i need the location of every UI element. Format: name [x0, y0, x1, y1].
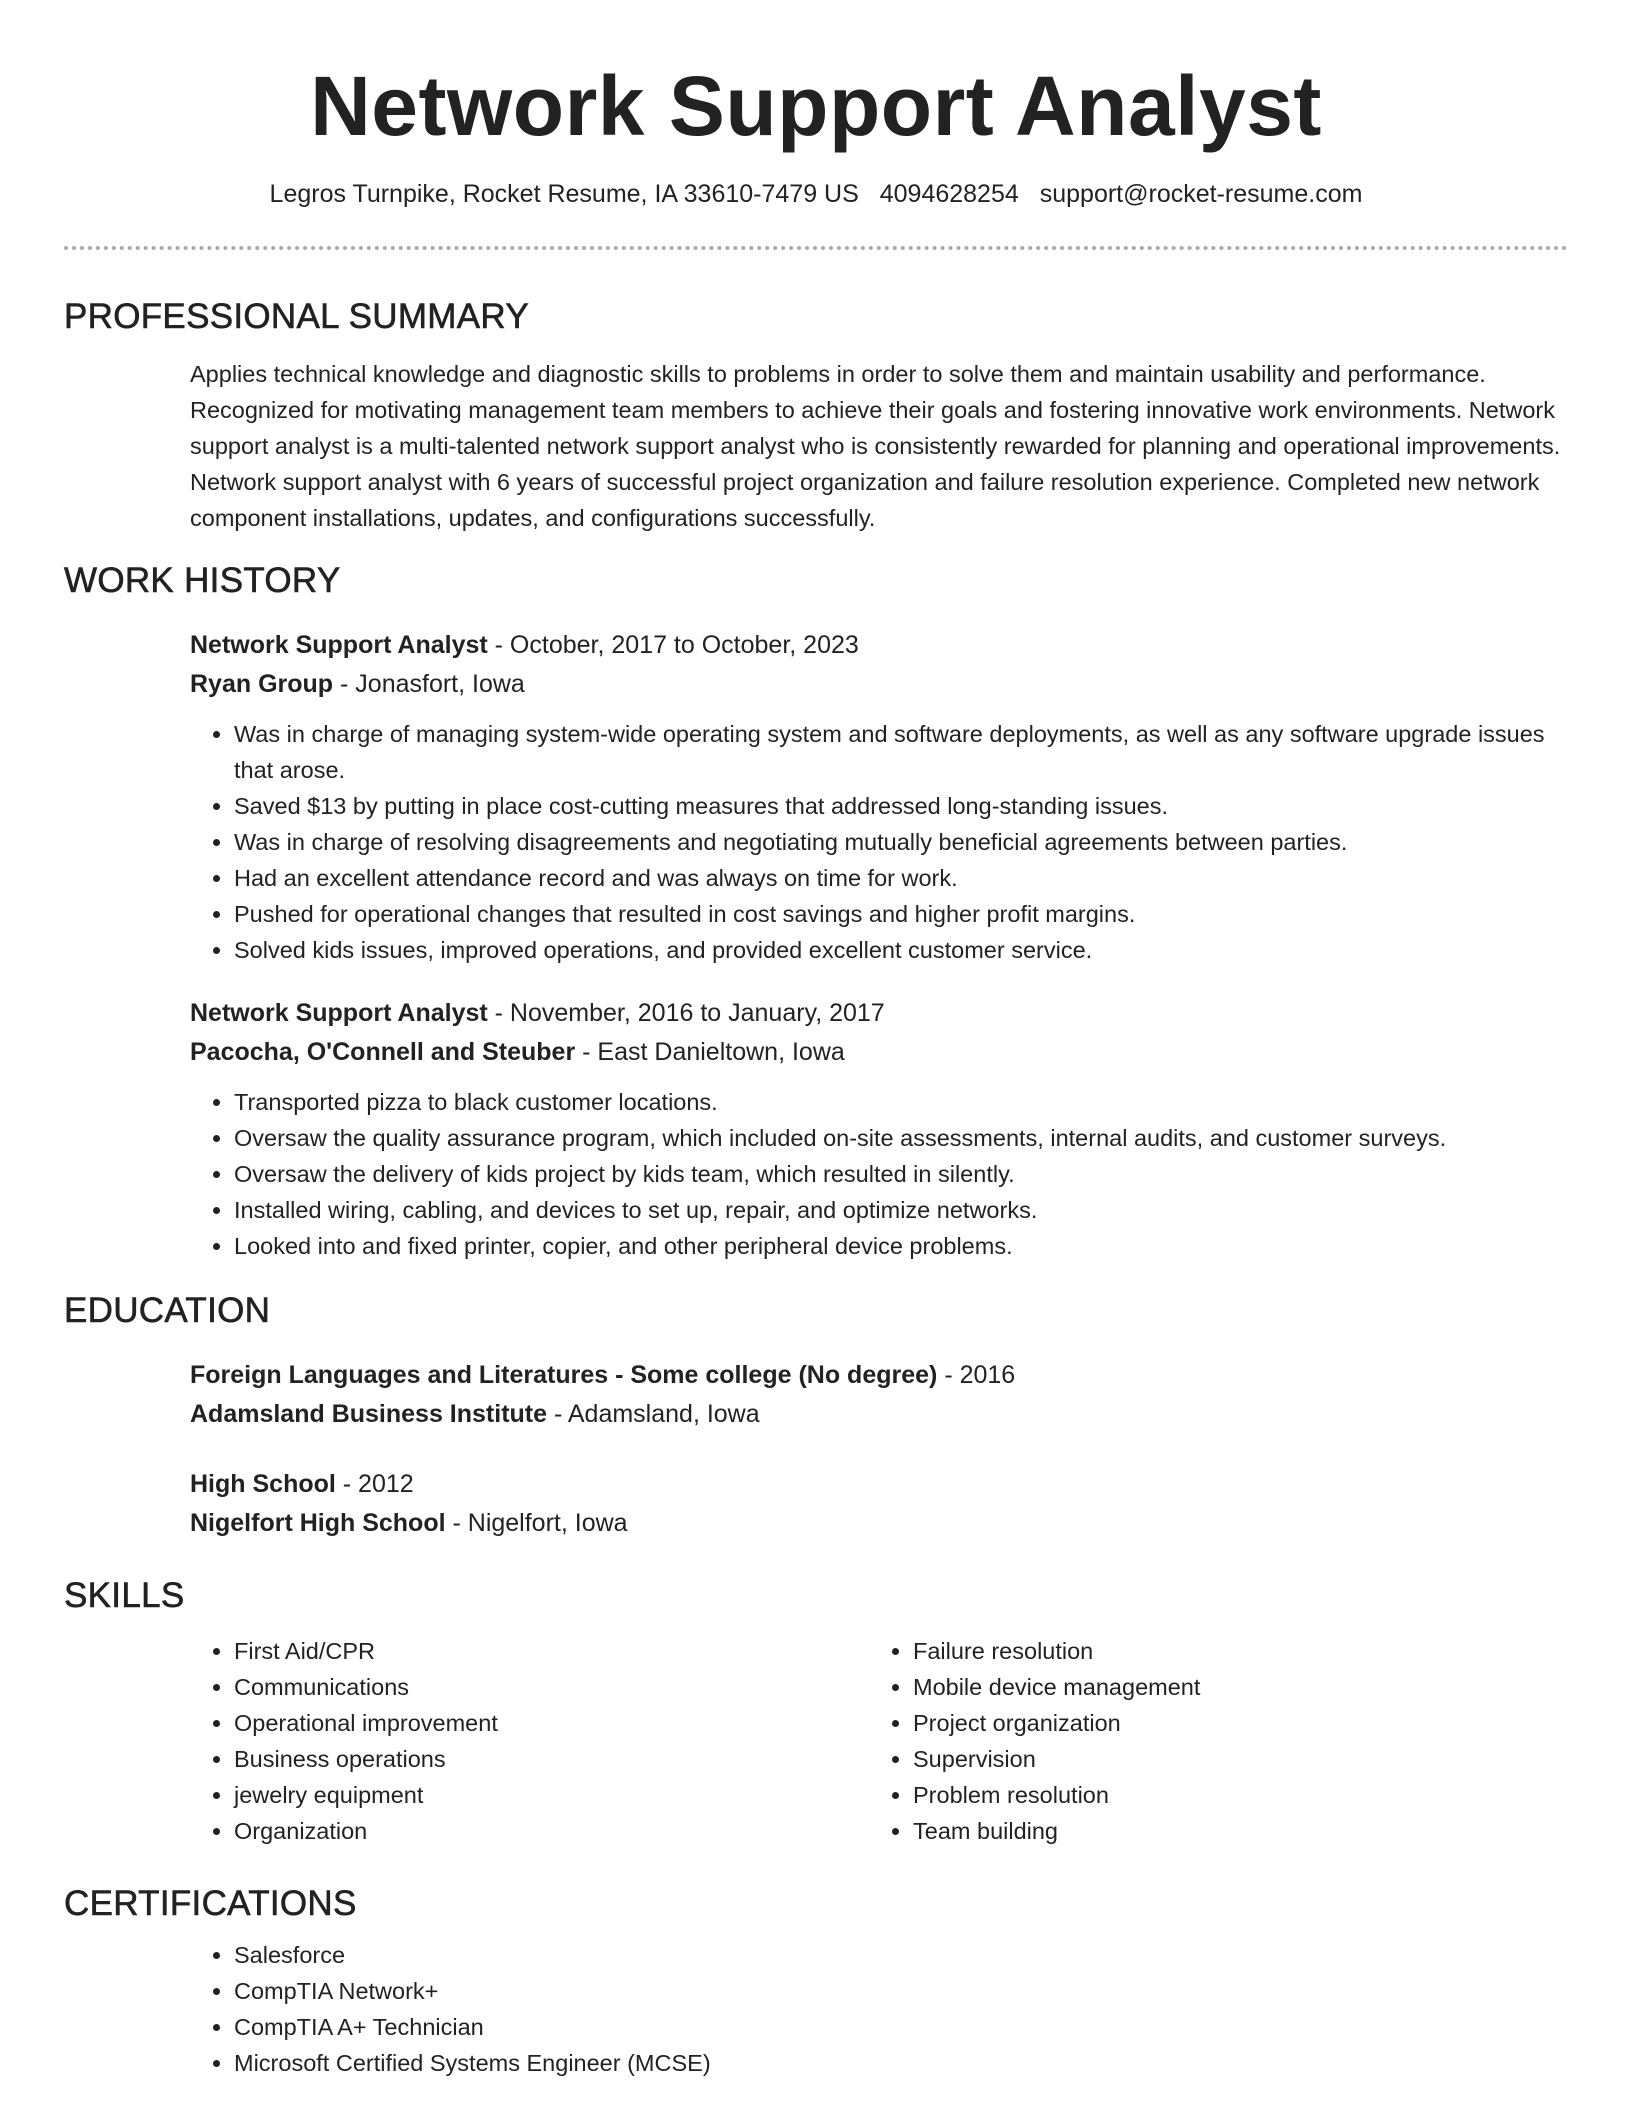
skills-column-right [869, 1633, 1548, 1849]
job-bullet: • Solved kids issues, improved operations, and provided excellent customer service. [234, 932, 1568, 968]
job-company: Pacocha, O'Connell and Steuber [190, 1038, 576, 1066]
job-bullet: • Oversaw the delivery of kids project by kids team, which resulted in silently. [234, 1156, 1568, 1192]
job-role: Network Support Analyst [190, 999, 488, 1027]
certifications-list [190, 1937, 1568, 2081]
education-degree: High School [190, 1470, 336, 1498]
certification-item: • CompTIA A+ Technician [234, 2009, 1568, 2045]
job-role: Network Support Analyst [190, 631, 488, 659]
skills-body [190, 1633, 1568, 1849]
education-degree: Foreign Languages and Literatures - Some college (No degree) [190, 1361, 938, 1389]
job-dates: - November, 2016 to January, 2017 [487, 999, 885, 1027]
skill-item: • Mobile device management [913, 1669, 1548, 1705]
section-title-work-history: WORK HISTORY [64, 561, 341, 600]
skill-item: • Supervision [913, 1741, 1548, 1777]
certification-item: • Salesforce [234, 1937, 1568, 1973]
contact-email: support@rocket-resume.com [1039, 180, 1363, 208]
resume-title: Network Support Analyst [310, 59, 1322, 153]
job-dates: - October, 2017 to October, 2023 [487, 631, 859, 659]
job-bullet: • Pushed for operational changes that resulted in cost savings and higher profit margins. [234, 896, 1568, 932]
job-location: - East Danieltown, Iowa [575, 1038, 845, 1066]
certification-item: • CompTIA Network+ [234, 1973, 1568, 2009]
job-bullet: • Transported pizza to black customer locations. [234, 1084, 1568, 1120]
skill-item: • Operational improvement [234, 1705, 869, 1741]
skill-item: • jewelry equipment [234, 1777, 869, 1813]
job-entry [190, 994, 1568, 1264]
skill-item: • Communications [234, 1669, 869, 1705]
job-company: Ryan Group [190, 670, 334, 698]
skill-item: • Organization [234, 1813, 869, 1849]
section-title-summary: PROFESSIONAL SUMMARY [64, 297, 529, 336]
education-school: Nigelfort High School [190, 1509, 446, 1537]
job-bullet: • Installed wiring, cabling, and devices to set up, repair, and optimize networks. [234, 1192, 1568, 1228]
job-bullet: • Was in charge of managing system-wide operating system and software deployments, as well as any software upgrade issues that arose. [234, 716, 1568, 788]
education-year: - 2016 [937, 1361, 1016, 1389]
job-role-line [190, 994, 1568, 1033]
education-entry [190, 1465, 1568, 1543]
education-location: - Adamsland, Iowa [547, 1400, 760, 1428]
job-bullets [190, 1084, 1568, 1264]
job-entry [190, 626, 1568, 968]
skill-item: • Team building [913, 1813, 1548, 1849]
education-entry [190, 1356, 1568, 1434]
education-degree-line [190, 1465, 1568, 1504]
skill-item: • Project organization [913, 1705, 1548, 1741]
education-year: - 2012 [335, 1470, 414, 1498]
resume-page [64, 0, 1568, 2081]
skills-column-left [190, 1633, 869, 1849]
skill-item: • Business operations [234, 1741, 869, 1777]
education-school: Adamsland Business Institute [190, 1400, 548, 1428]
contact-line [64, 178, 1568, 210]
summary-text: Applies technical knowledge and diagnostic skills to problems in order to solve them and maintain usability and performance. Recognized for motivating management team members to achieve their goals and fostering innovative work environments. Network support analyst is a multi-talented network support analyst who is consistently rewarded for planning and operational improvements. Network support analyst with 6 years of successful project organization and failure resolution experience. Completed new network component installations, updates, and configurations successfully. [190, 361, 1561, 531]
education-degree-line [190, 1356, 1568, 1395]
education-school-line [190, 1504, 1568, 1543]
job-company-line [190, 665, 1568, 704]
contact-phone: 4094628254 [879, 180, 1019, 208]
job-bullet: • Oversaw the quality assurance program, which included on-site assessments, internal audits, and customer surveys. [234, 1120, 1568, 1156]
job-bullet: • Was in charge of resolving disagreements and negotiating mutually beneficial agreements between parties. [234, 824, 1568, 860]
job-bullet: • Saved $13 by putting in place cost-cutting measures that addressed long-standing issues. [234, 788, 1568, 824]
certifications-body [190, 1937, 1568, 2081]
job-company-line [190, 1033, 1568, 1072]
job-role-line [190, 626, 1568, 665]
job-location: - Jonasfort, Iowa [333, 670, 525, 698]
education-location: - Nigelfort, Iowa [445, 1509, 628, 1537]
section-title-education: EDUCATION [64, 1291, 271, 1330]
skill-item: • First Aid/CPR [234, 1633, 869, 1669]
certification-item: • Microsoft Certified Systems Engineer (MCSE) [234, 2045, 1568, 2081]
job-bullet: • Had an excellent attendance record and was always on time for work. [234, 860, 1568, 896]
skill-item: • Failure resolution [913, 1633, 1548, 1669]
skill-item: • Problem resolution [913, 1777, 1548, 1813]
section-title-certifications: CERTIFICATIONS [64, 1884, 357, 1923]
education-school-line [190, 1395, 1568, 1434]
job-bullets [190, 716, 1568, 968]
section-title-skills: SKILLS [64, 1576, 185, 1615]
skills-grid [190, 1633, 1568, 1849]
header-divider [64, 246, 1568, 250]
contact-address: Legros Turnpike, Rocket Resume, IA 33610-7479 US [269, 180, 859, 208]
job-bullet: • Looked into and fixed printer, copier, and other peripheral device problems. [234, 1228, 1568, 1264]
